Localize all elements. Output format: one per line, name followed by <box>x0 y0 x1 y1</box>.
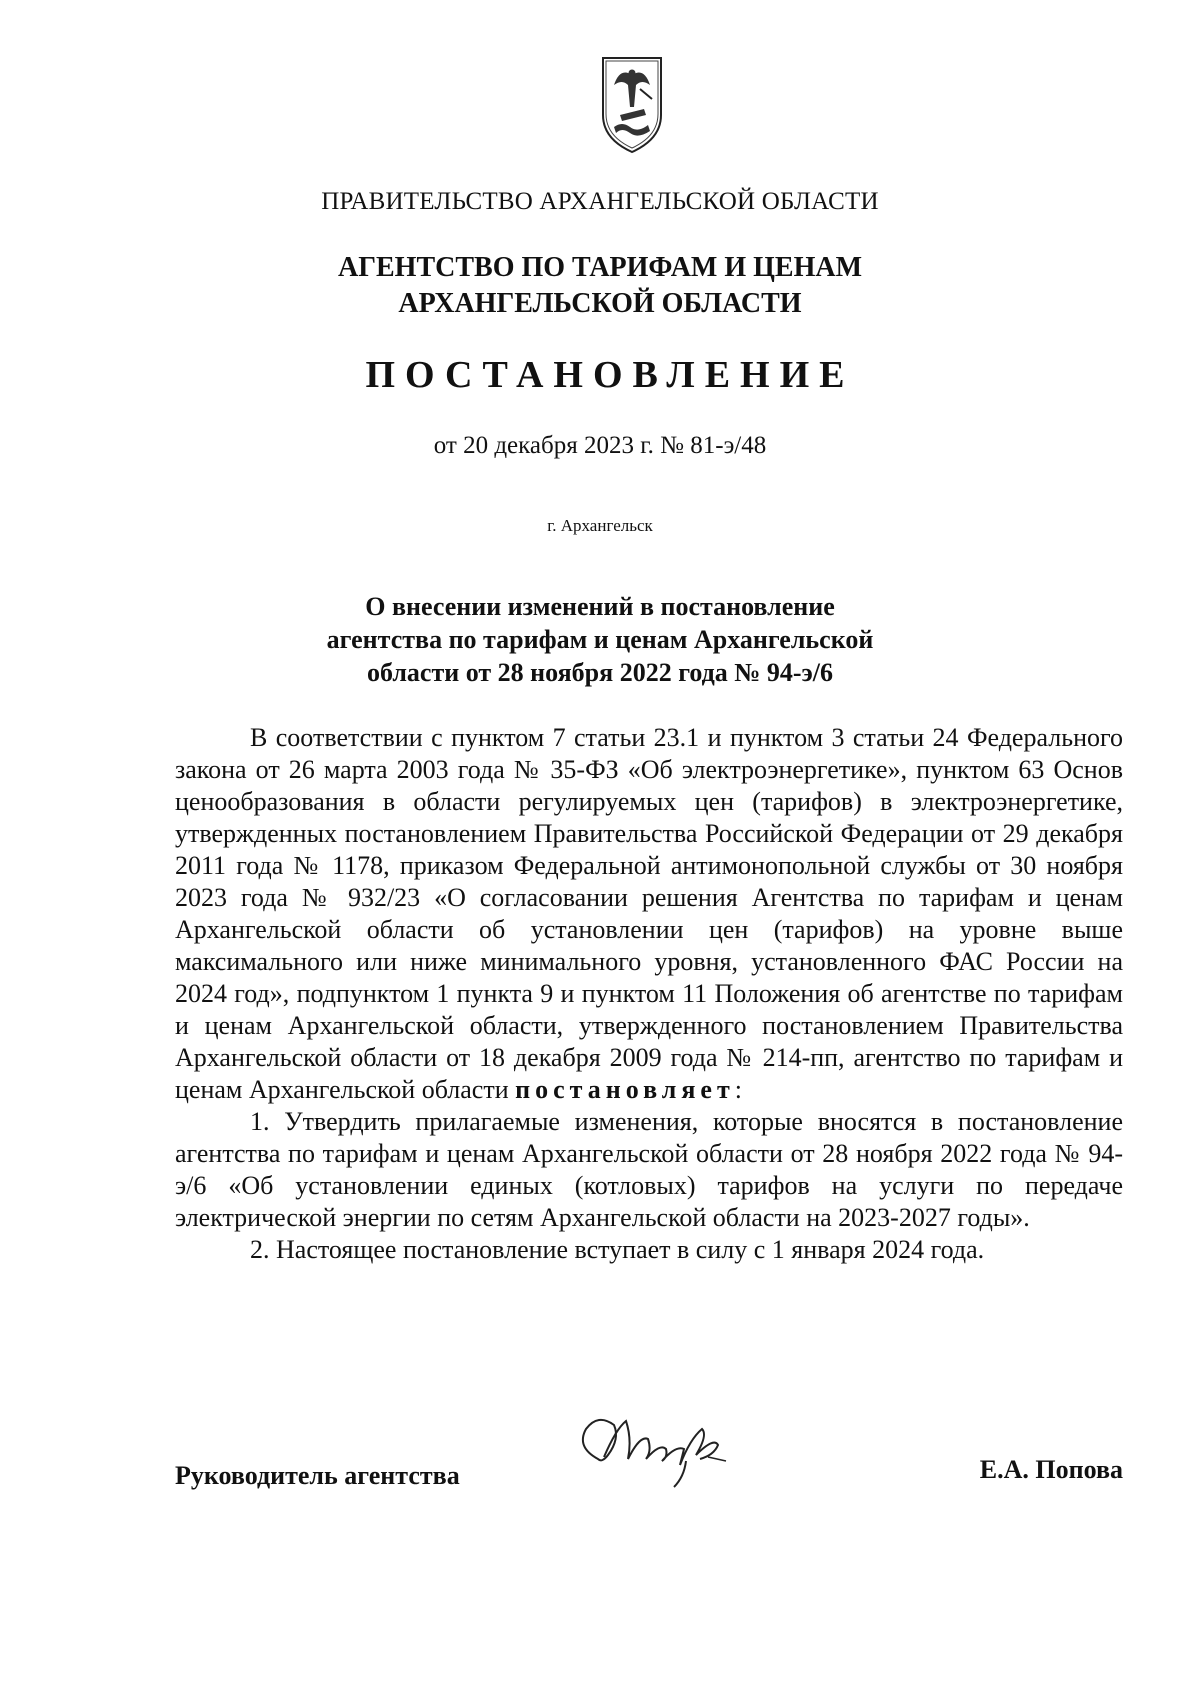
handwritten-signature-icon <box>568 1399 738 1494</box>
coat-of-arms-icon <box>600 55 664 155</box>
decree-colon: : <box>734 1075 742 1104</box>
preamble-paragraph <box>175 722 1123 1106</box>
signatory-title: Руководитель агентства <box>175 1461 460 1490</box>
subject-line-2: агентства по тарифам и ценам Архангельской <box>326 625 874 654</box>
subject-line-3: области от 28 ноября 2022 года № 94-э/6 <box>366 658 834 687</box>
agency-title <box>0 250 1200 322</box>
preamble-text: В соответствии с пунктом 7 статьи 23.1 и пунктом 3 статьи 24 Федерального закона от 26 марта 2003 года № 35-ФЗ «Об электроэнергетике», пунктом 63 Основ ценообразования в области регулируемых цен (тарифов) в электроэнергетике, утвержденных постановлением Правительства Российской Федерации от 29 декабря 2011 года № 1178, приказом Федеральной антимонопольной службы от 30 ноября 2023 года № 932/23 «О согласовании решения Агентства по тарифам и ценам Архангельской области об установлении цен (тарифов) на уровне выше максимального или ниже минимального уровня, установленного ФАС России на 2024 год», подпунктом 1 пункта 9 и пунктом 11 Положения об агентстве по тарифам и ценам Архангельской области, утвержденного постановлением Правительства Архангельской области от 18 декабря 2009 года № 214-пп, агентство по тарифам и ценам Архангельской области <box>175 723 1123 1104</box>
item-2-paragraph: 2. Настоящее постановление вступает в силу с 1 января 2024 года. <box>250 1235 985 1264</box>
agency-title-line-1: АГЕНТСТВО ПО ТАРИФАМ И ЦЕНАМ <box>337 252 863 283</box>
government-title: ПРАВИТЕЛЬСТВО АРХАНГЕЛЬСКОЙ ОБЛАСТИ <box>321 188 879 215</box>
document-subject <box>0 590 1200 689</box>
subject-line-1: О внесении изменений в постановление <box>365 592 835 621</box>
document-type-heading: ПОСТАНОВЛЕНИЕ <box>365 354 855 396</box>
document-city: г. Архангельск <box>547 516 653 535</box>
document-body <box>175 722 1123 1266</box>
signature-block <box>175 1399 1123 1489</box>
document-date-number: от 20 декабря 2023 г. № 81-э/48 <box>433 432 767 459</box>
agency-title-line-2: АРХАНГЕЛЬСКОЙ ОБЛАСТИ <box>398 288 802 319</box>
decree-word: постановляет <box>515 1075 735 1104</box>
signatory-name: Е.А. Попова <box>979 1455 1123 1484</box>
item-1-paragraph: 1. Утвердить прилагаемые изменения, которые вносятся в постановление агентства по тарифам и ценам Архангельской области от 28 ноября 2022 года № 94-э/6 «Об установлении единых (котловых) тарифов на услуги по передаче электрической энергии по сетям Архангельской области на 2023-2027 годы». <box>175 1107 1123 1232</box>
